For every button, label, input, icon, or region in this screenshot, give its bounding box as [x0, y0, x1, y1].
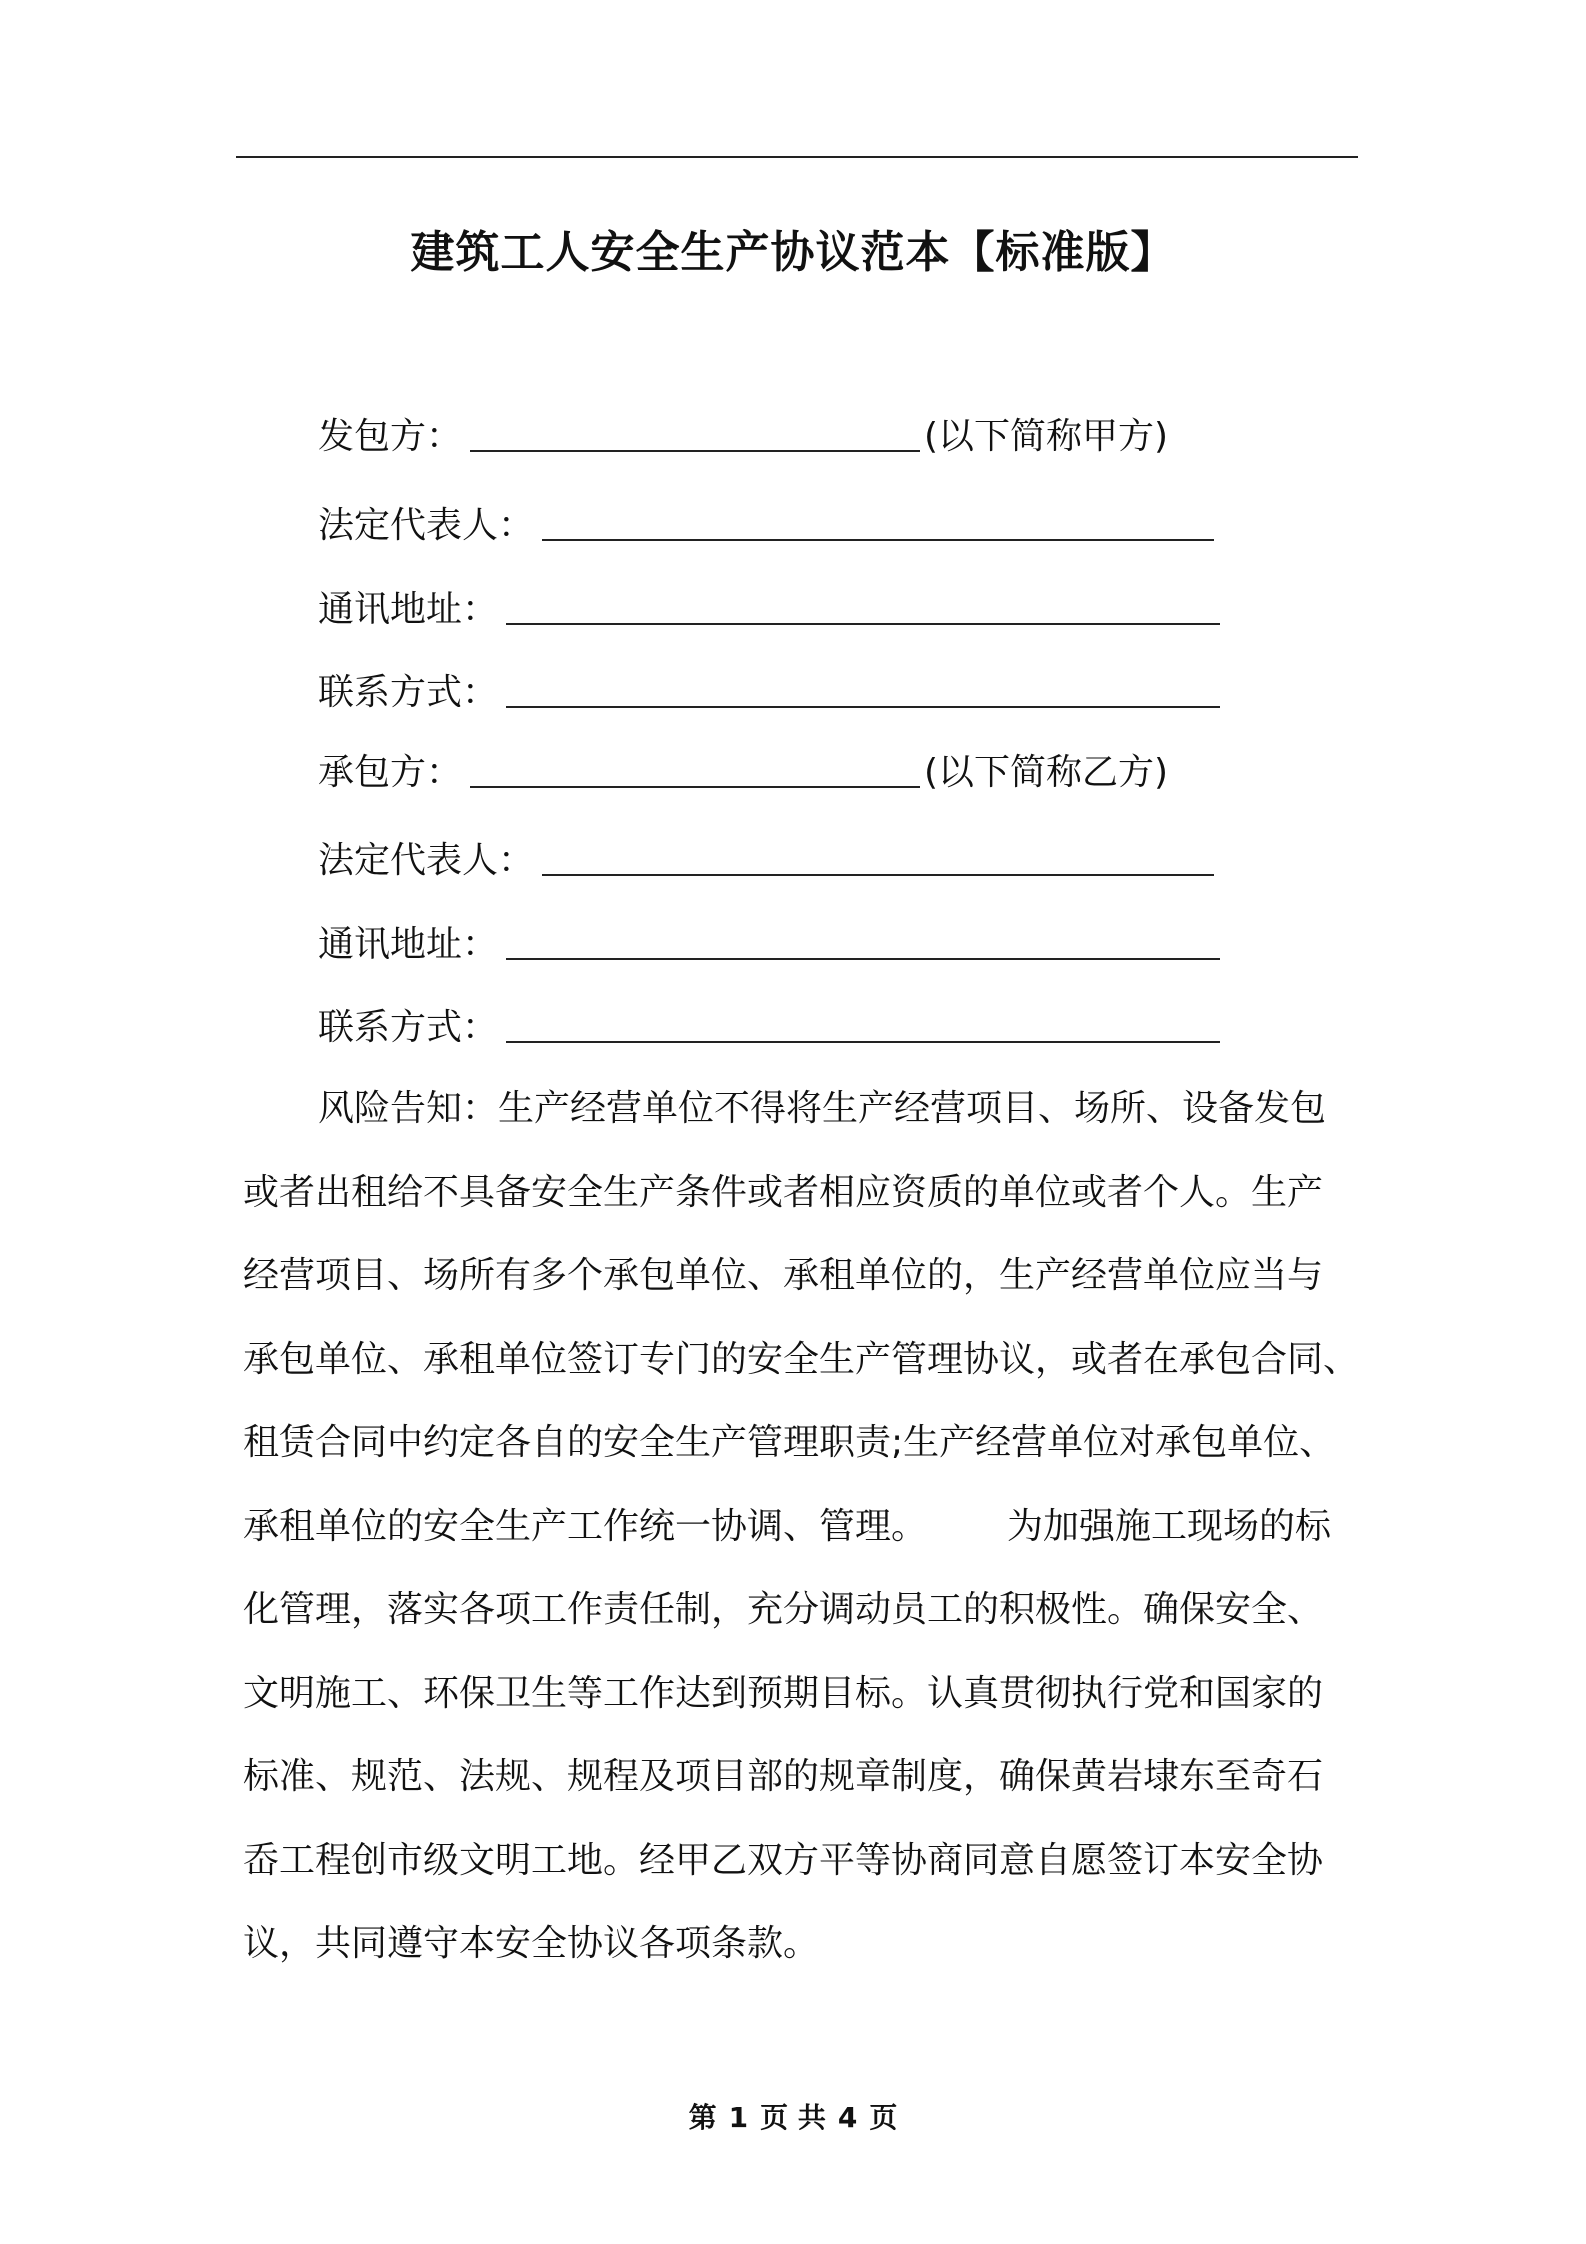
- party-b-address-field: [318, 920, 1220, 970]
- party-b-blank[interactable]: [470, 786, 920, 788]
- party-b-label: 承包方：: [318, 752, 463, 793]
- body-line-part: 承租单位的安全生产工作统一协调、管理。: [243, 1505, 928, 1547]
- body-line: 风险告知：生产经营单位不得将生产经营项目、场所、设备发包: [318, 1088, 1327, 1129]
- party-b-suffix: (以下简称乙方): [924, 752, 1169, 793]
- party-a-contact-label: 联系方式：: [318, 672, 499, 713]
- footer-suffix: 页: [869, 2101, 898, 2134]
- party-a-field: [318, 412, 1168, 462]
- body-line: 议，共同遵守本安全协议各项条款。: [243, 1923, 820, 1964]
- body-line: 岙工程创市级文明工地。经甲乙双方平等协商同意自愿签订本安全协: [243, 1839, 1324, 1881]
- party-a-label: 发包方：: [318, 416, 463, 457]
- header-rule: [236, 156, 1358, 158]
- party-a-address-field: [318, 585, 1220, 635]
- footer-total-pages: 4: [837, 2101, 858, 2134]
- body-paragraph: [243, 1067, 1363, 1986]
- party-a-rep-label: 法定代表人：: [318, 505, 535, 546]
- party-a-rep-blank[interactable]: [542, 539, 1214, 541]
- party-a-contact-blank[interactable]: [506, 706, 1220, 708]
- party-a-blank[interactable]: [470, 450, 920, 452]
- party-b-address-blank[interactable]: [506, 958, 1220, 960]
- footer-middle: 页 共: [760, 2101, 826, 2134]
- party-b-contact-label: 联系方式：: [318, 1007, 499, 1048]
- party-a-address-blank[interactable]: [506, 623, 1220, 625]
- party-a-address-label: 通讯地址：: [318, 589, 499, 630]
- party-b-field: [318, 748, 1168, 798]
- body-line: 租赁合同中约定各自的安全生产管理职责;生产经营单位对承包单位、: [243, 1422, 1336, 1463]
- body-line: 标准、规范、法规、规程及项目部的规章制度，确保黄岩埭东至奇石: [243, 1756, 1324, 1797]
- footer-prefix: 第: [688, 2101, 717, 2134]
- party-a-contact-field: [318, 668, 1220, 718]
- document-title: 建筑工人安全生产协议范本【标准版】: [410, 227, 1176, 278]
- body-line: 经营项目、场所有多个承包单位、承租单位的，生产经营单位应当与: [243, 1255, 1324, 1296]
- party-a-suffix: (以下简称甲方): [924, 416, 1169, 457]
- body-line: [243, 1485, 1363, 1569]
- party-b-rep-label: 法定代表人：: [318, 840, 535, 881]
- body-line: 化管理，落实各项工作责任制，充分调动员工的积极性。确保安全、: [243, 1589, 1324, 1630]
- body-line-part: 为加强施工现场的标: [1007, 1505, 1332, 1547]
- body-line: 文明施工、环保卫生等工作达到预期目标。认真贯彻执行党和国家的: [243, 1672, 1324, 1714]
- body-line: 或者出租给不具备安全生产条件或者相应资质的单位或者个人。生产: [243, 1171, 1324, 1213]
- footer-current-page: 1: [728, 2101, 749, 2134]
- body-line: 承包单位、承租单位签订专门的安全生产管理协议，或者在承包合同、: [243, 1338, 1360, 1380]
- party-b-address-label: 通讯地址：: [318, 924, 499, 965]
- party-a-rep-field: [318, 501, 1214, 551]
- party-b-contact-blank[interactable]: [506, 1041, 1220, 1043]
- page-number-footer: [0, 2096, 1586, 2136]
- party-b-rep-blank[interactable]: [542, 874, 1214, 876]
- party-b-contact-field: [318, 1003, 1220, 1053]
- party-b-rep-field: [318, 836, 1214, 886]
